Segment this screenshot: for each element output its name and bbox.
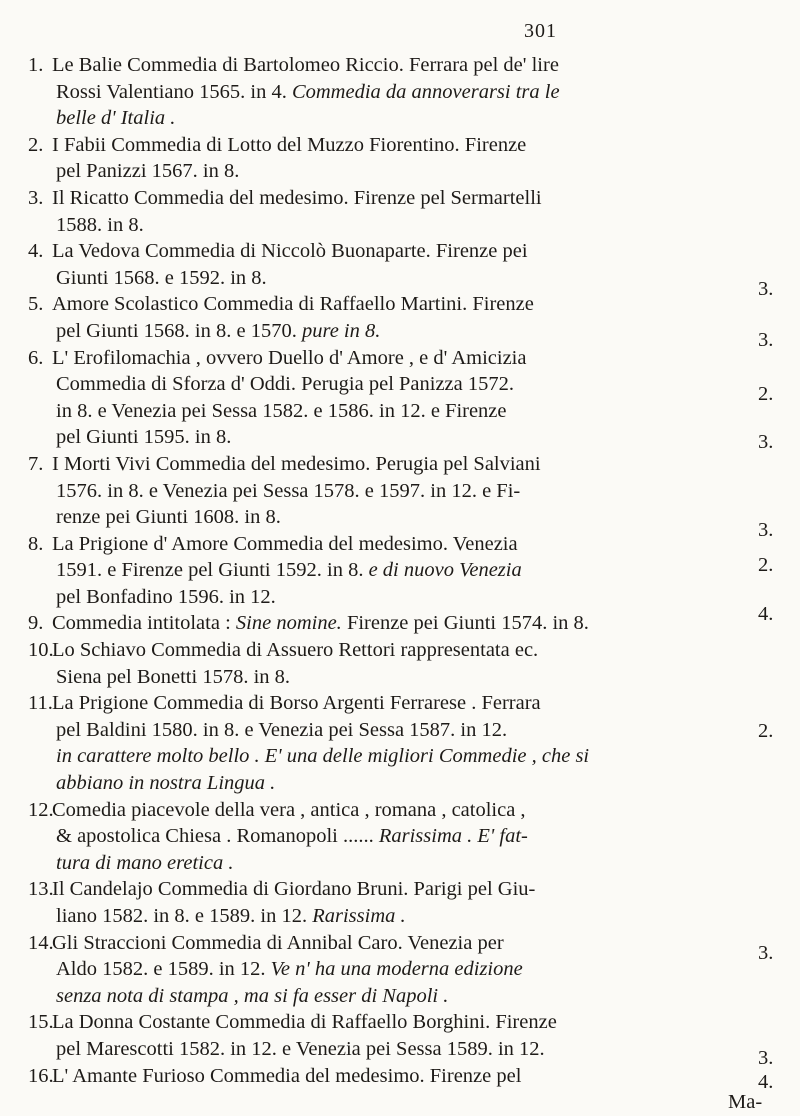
entry-line: pel Giunti 1595. in 8.: [56, 426, 232, 449]
entry-line: La Vedova Commedia di Niccolò Buonaparte. Firenze pei: [52, 240, 528, 263]
entry-number: 11.: [28, 692, 53, 715]
entry-line: Siena pel Bonetti 1578. in 8.: [56, 665, 291, 688]
price-value: 2.: [758, 554, 774, 577]
list-item: [28, 1009, 798, 1070]
entry-note: senza nota di stampa , ma si fa esser di Napoli .: [56, 984, 449, 1007]
entry-number: 13.: [28, 878, 54, 901]
entry-number: 2.: [28, 133, 44, 156]
entry-number: 12.: [28, 798, 54, 821]
price-value: 3.: [758, 518, 774, 541]
entry-number: 14.: [28, 931, 54, 954]
entry-note: e di nuovo Venezia: [368, 559, 522, 582]
price-value: 3.: [758, 329, 774, 352]
entry-line: renze pei Giunti 1608. in 8.: [56, 506, 281, 529]
list-item: [28, 238, 798, 301]
entry-line: Aldo 1582. e 1589. in 12.: [56, 958, 266, 981]
list-item: [28, 132, 798, 185]
entry-line: Lo Schiavo Commedia di Assuero Rettori rappresentata ec.: [52, 639, 539, 662]
entry-line: Rossi Valentiano 1565. in 4.: [56, 80, 287, 103]
catchword: Ma-: [728, 1091, 763, 1114]
list-item: [28, 1063, 798, 1116]
list-item: [28, 797, 798, 877]
entry-line: Commedia intitolata :: [52, 612, 231, 635]
entry-line: & apostolica Chiesa . Romanopoli ......: [56, 825, 374, 848]
list-item: [28, 690, 798, 796]
entry-number: 15.: [28, 1011, 54, 1034]
list-item: [28, 185, 798, 238]
entry-line: Gli Straccioni Commedia di Annibal Caro. Venezia per: [52, 931, 504, 954]
entry-note: Rarissima . E' fat-: [378, 825, 528, 848]
entry-note: tura di mano eretica .: [56, 851, 234, 874]
entry-line: Il Ricatto Commedia del medesimo. Firenze pel Sermartelli: [52, 186, 542, 209]
price-value: 3.: [758, 430, 774, 453]
entry-number: 8.: [28, 532, 44, 555]
list-item: [28, 52, 798, 132]
list-item: [28, 876, 798, 929]
entry-line: La Donna Costante Commedia di Raffaello Borghini. Firenze: [52, 1011, 557, 1034]
entry-note: Sine nomine.: [235, 612, 342, 635]
entry-line: pel Baldini 1580. in 8. e Venezia pei Sessa 1587. in 12.: [56, 718, 508, 741]
entry-number: 4.: [28, 240, 44, 263]
entry-line: 1576. in 8. e Venezia pei Sessa 1578. e 1597. in 12. e Fi-: [56, 479, 521, 502]
entry-number: 7.: [28, 452, 44, 475]
entry-note: abbiano in nostra Lingua .: [56, 772, 276, 795]
price-value: 3.: [758, 278, 774, 301]
list-item: [28, 930, 798, 1010]
entry-line: Firenze pei Giunti 1574. in 8.: [346, 612, 589, 635]
entry-line: La Prigione Commedia di Borso Argenti Ferrarese . Ferrara: [52, 692, 541, 715]
entry-line: liano 1582. in 8. e 1589. in 12.: [56, 905, 308, 927]
entry-line: Il Candelajo Commedia di Giordano Bruni. Parigi pel Giu-: [52, 878, 536, 901]
entry-line: Commedia di Sforza d' Oddi. Perugia pel Panizza 1572.: [56, 373, 515, 396]
price-value: 3.: [758, 1047, 774, 1070]
entry-line: belle d' Italia .: [56, 107, 176, 130]
entry-line: Amore Scolastico Commedia di Raffaello Martini. Firenze: [52, 293, 534, 316]
page-number: 301: [524, 20, 557, 42]
entry-note: pure in 8.: [301, 319, 381, 342]
catalogue-list: [28, 52, 798, 1116]
entry-note: Rarissima .: [312, 905, 406, 927]
entry-number: 5.: [28, 293, 44, 316]
entry-note: in carattere molto bello . E' una delle migliori Commedie , che si: [56, 745, 590, 768]
entry-line: Le Balie Commedia di Bartolomeo Riccio. Ferrara pel de' lire: [52, 54, 559, 76]
list-item: [28, 345, 798, 451]
entry-line: I Morti Vivi Commedia del medesimo. Perugia pel Salviani: [52, 452, 541, 475]
list-item: [28, 518, 798, 611]
entry-line: Comedia piacevole della vera , antica , romana , catolica ,: [52, 798, 526, 821]
entry-line: 1591. e Firenze pel Giunti 1592. in 8.: [56, 559, 364, 582]
entry-line: L' Amante Furioso Commedia del medesimo. Firenze pel: [52, 1064, 522, 1087]
entry-note: Ve n' ha una moderna edizione: [270, 958, 523, 981]
list-item: [28, 291, 798, 352]
entry-line: Giunti 1568. e 1592. in 8.: [56, 266, 267, 289]
entry-line: La Prigione d' Amore Commedia del medesimo. Venezia: [52, 532, 518, 555]
price-value: 2.: [758, 720, 774, 743]
entry-line: in 8. e Venezia pei Sessa 1582. e 1586. in 12. e Firenze: [56, 399, 507, 422]
entry-line: pel Marescotti 1582. in 12. e Venezia pei Sessa 1589. in 12.: [56, 1037, 545, 1060]
entry-line: pel Panizzi 1567. in 8.: [56, 160, 240, 183]
price-value: 4.: [758, 603, 774, 626]
price-value: 2.: [758, 382, 774, 405]
entry-number: 16.: [28, 1064, 54, 1087]
entry-line: pel Giunti 1568. in 8. e 1570.: [56, 319, 297, 342]
entry-line: 1588. in 8.: [56, 213, 144, 236]
entry-number: 10.: [28, 639, 54, 662]
entry-line: I Fabii Commedia di Lotto del Muzzo Fiorentino. Firenze: [52, 133, 527, 156]
entry-number: 1.: [28, 54, 44, 76]
entry-number: 9.: [28, 612, 44, 635]
entry-number: 3.: [28, 186, 44, 209]
entry-line: pel Bonfadino 1596. in 12.: [56, 585, 276, 608]
entry-number: 6.: [28, 346, 44, 369]
entry-note: Commedia da annoverarsi tra le: [291, 80, 560, 103]
price-value: 3.: [758, 941, 774, 964]
entry-line: L' Erofilomachia , ovvero Duello d' Amore , e d' Amicizia: [52, 346, 527, 369]
price-value: 4.: [758, 1070, 774, 1093]
